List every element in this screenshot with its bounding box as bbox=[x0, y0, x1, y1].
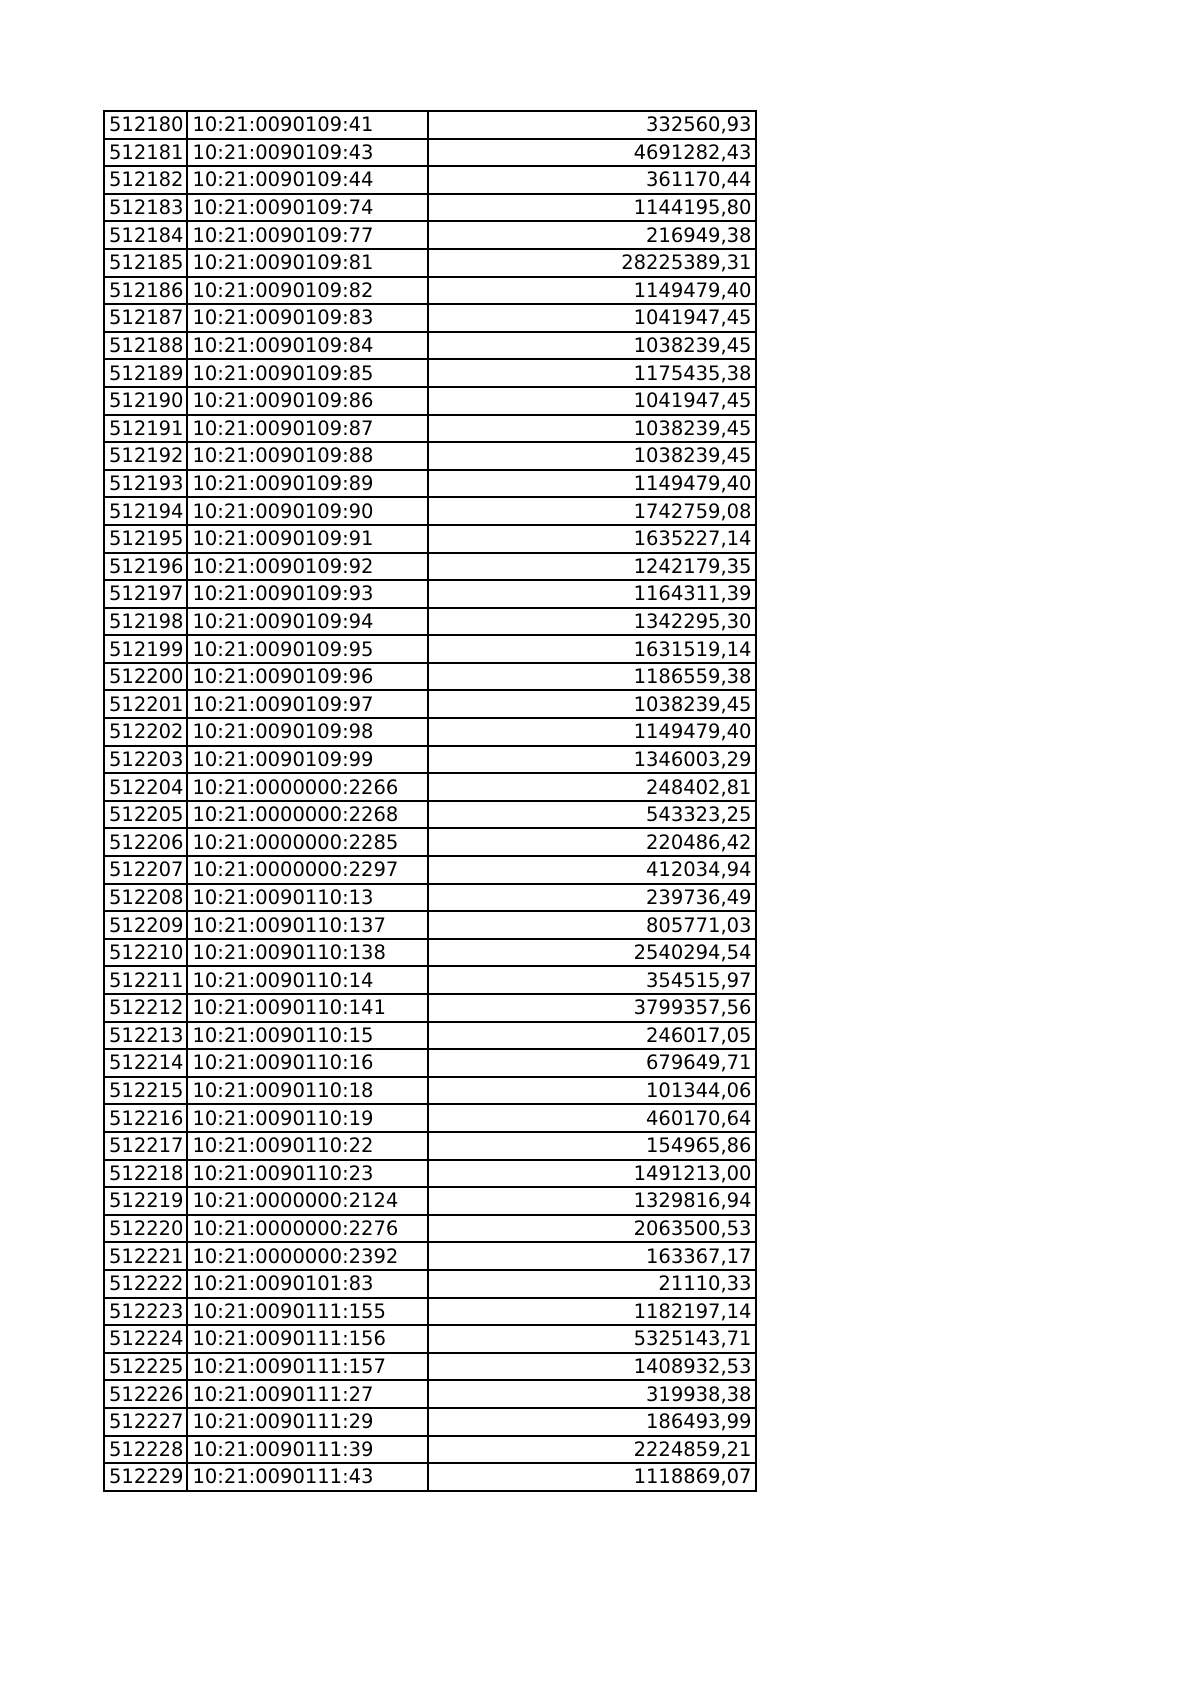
amount-cell: 1038239,45 bbox=[428, 415, 756, 443]
amount-cell: 101344,06 bbox=[428, 1077, 756, 1105]
amount-cell: 2224859,21 bbox=[428, 1436, 756, 1464]
row-id-cell: 512203 bbox=[104, 746, 187, 774]
row-id-cell: 512195 bbox=[104, 525, 187, 553]
table-row bbox=[104, 470, 756, 498]
row-id-cell: 512180 bbox=[104, 111, 187, 139]
cadastral-number-cell: 10:21:0090110:16 bbox=[187, 1049, 428, 1077]
row-id-cell: 512196 bbox=[104, 553, 187, 581]
cadastral-number-cell: 10:21:0090110:18 bbox=[187, 1077, 428, 1105]
amount-cell: 543323,25 bbox=[428, 801, 756, 829]
row-id-cell: 512220 bbox=[104, 1215, 187, 1243]
row-id-cell: 512218 bbox=[104, 1160, 187, 1188]
table-row bbox=[104, 580, 756, 608]
amount-cell: 1038239,45 bbox=[428, 690, 756, 718]
cadastral-number-cell: 10:21:0090109:82 bbox=[187, 277, 428, 305]
row-id-cell: 512212 bbox=[104, 994, 187, 1022]
row-id-cell: 512202 bbox=[104, 718, 187, 746]
table-row bbox=[104, 1215, 756, 1243]
table-row bbox=[104, 911, 756, 939]
row-id-cell: 512213 bbox=[104, 1022, 187, 1050]
table-row bbox=[104, 608, 756, 636]
amount-cell: 21110,33 bbox=[428, 1270, 756, 1298]
table-row bbox=[104, 249, 756, 277]
cadastral-number-cell: 10:21:0090109:74 bbox=[187, 194, 428, 222]
table-row bbox=[104, 1298, 756, 1326]
amount-cell: 1164311,39 bbox=[428, 580, 756, 608]
amount-cell: 163367,17 bbox=[428, 1242, 756, 1270]
table-row bbox=[104, 332, 756, 360]
amount-cell: 154965,86 bbox=[428, 1132, 756, 1160]
table-row bbox=[104, 1049, 756, 1077]
row-id-cell: 512200 bbox=[104, 663, 187, 691]
table-row bbox=[104, 277, 756, 305]
table-row bbox=[104, 635, 756, 663]
cadastral-number-cell: 10:21:0090109:93 bbox=[187, 580, 428, 608]
table-row bbox=[104, 1325, 756, 1353]
amount-cell: 1144195,80 bbox=[428, 194, 756, 222]
row-id-cell: 512222 bbox=[104, 1270, 187, 1298]
amount-cell: 460170,64 bbox=[428, 1104, 756, 1132]
table-row bbox=[104, 746, 756, 774]
cadastral-number-cell: 10:21:0090111:156 bbox=[187, 1325, 428, 1353]
cadastral-number-cell: 10:21:0090109:88 bbox=[187, 442, 428, 470]
table-row bbox=[104, 221, 756, 249]
amount-cell: 1149479,40 bbox=[428, 277, 756, 305]
row-id-cell: 512216 bbox=[104, 1104, 187, 1132]
table-row bbox=[104, 1077, 756, 1105]
table-row bbox=[104, 773, 756, 801]
row-id-cell: 512224 bbox=[104, 1325, 187, 1353]
table-row bbox=[104, 525, 756, 553]
cadastral-number-cell: 10:21:0090109:81 bbox=[187, 249, 428, 277]
cadastral-number-cell: 10:21:0090111:155 bbox=[187, 1298, 428, 1326]
amount-cell: 1242179,35 bbox=[428, 553, 756, 581]
amount-cell: 28225389,31 bbox=[428, 249, 756, 277]
amount-cell: 361170,44 bbox=[428, 166, 756, 194]
amount-cell: 1491213,00 bbox=[428, 1160, 756, 1188]
amount-cell: 319938,38 bbox=[428, 1380, 756, 1408]
row-id-cell: 512226 bbox=[104, 1380, 187, 1408]
table-row bbox=[104, 856, 756, 884]
table-row bbox=[104, 359, 756, 387]
table-row bbox=[104, 1353, 756, 1381]
table-row bbox=[104, 111, 756, 139]
cadastral-number-cell: 10:21:0090111:157 bbox=[187, 1353, 428, 1381]
cadastral-number-cell: 10:21:0000000:2285 bbox=[187, 828, 428, 856]
row-id-cell: 512191 bbox=[104, 415, 187, 443]
amount-cell: 1182197,14 bbox=[428, 1298, 756, 1326]
row-id-cell: 512205 bbox=[104, 801, 187, 829]
cadastral-number-cell: 10:21:0090111:29 bbox=[187, 1408, 428, 1436]
table-row bbox=[104, 1408, 756, 1436]
amount-cell: 1631519,14 bbox=[428, 635, 756, 663]
cadastral-number-cell: 10:21:0090110:141 bbox=[187, 994, 428, 1022]
cadastral-number-cell: 10:21:0090110:15 bbox=[187, 1022, 428, 1050]
cadastral-number-cell: 10:21:0090111:39 bbox=[187, 1436, 428, 1464]
cadastral-number-cell: 10:21:0090110:23 bbox=[187, 1160, 428, 1188]
amount-cell: 3799357,56 bbox=[428, 994, 756, 1022]
table-body bbox=[104, 111, 756, 1491]
row-id-cell: 512187 bbox=[104, 304, 187, 332]
table-row bbox=[104, 1104, 756, 1132]
cadastral-number-cell: 10:21:0000000:2266 bbox=[187, 773, 428, 801]
amount-cell: 1742759,08 bbox=[428, 497, 756, 525]
row-id-cell: 512210 bbox=[104, 939, 187, 967]
amount-cell: 332560,93 bbox=[428, 111, 756, 139]
cadastral-number-cell: 10:21:0090110:138 bbox=[187, 939, 428, 967]
row-id-cell: 512194 bbox=[104, 497, 187, 525]
row-id-cell: 512229 bbox=[104, 1463, 187, 1491]
row-id-cell: 512207 bbox=[104, 856, 187, 884]
row-id-cell: 512201 bbox=[104, 690, 187, 718]
table-row bbox=[104, 1187, 756, 1215]
row-id-cell: 512225 bbox=[104, 1353, 187, 1381]
cadastral-number-cell: 10:21:0090109:43 bbox=[187, 139, 428, 167]
amount-cell: 354515,97 bbox=[428, 966, 756, 994]
table-row bbox=[104, 1463, 756, 1491]
amount-cell: 1041947,45 bbox=[428, 387, 756, 415]
amount-cell: 1041947,45 bbox=[428, 304, 756, 332]
amount-cell: 1408932,53 bbox=[428, 1353, 756, 1381]
table-row bbox=[104, 1380, 756, 1408]
row-id-cell: 512221 bbox=[104, 1242, 187, 1270]
row-id-cell: 512182 bbox=[104, 166, 187, 194]
table-row bbox=[104, 1160, 756, 1188]
amount-cell: 679649,71 bbox=[428, 1049, 756, 1077]
amount-cell: 1342295,30 bbox=[428, 608, 756, 636]
row-id-cell: 512190 bbox=[104, 387, 187, 415]
amount-cell: 1149479,40 bbox=[428, 718, 756, 746]
table-row bbox=[104, 553, 756, 581]
cadastral-number-cell: 10:21:0090110:19 bbox=[187, 1104, 428, 1132]
table-row bbox=[104, 497, 756, 525]
table-row bbox=[104, 1242, 756, 1270]
cadastral-number-cell: 10:21:0090109:85 bbox=[187, 359, 428, 387]
cadastral-number-cell: 10:21:0090110:14 bbox=[187, 966, 428, 994]
row-id-cell: 512228 bbox=[104, 1436, 187, 1464]
cadastral-number-cell: 10:21:0090109:98 bbox=[187, 718, 428, 746]
row-id-cell: 512217 bbox=[104, 1132, 187, 1160]
cadastral-number-cell: 10:21:0090109:97 bbox=[187, 690, 428, 718]
amount-cell: 2540294,54 bbox=[428, 939, 756, 967]
cadastral-number-cell: 10:21:0090109:90 bbox=[187, 497, 428, 525]
cadastral-number-cell: 10:21:0090110:22 bbox=[187, 1132, 428, 1160]
cadastral-number-cell: 10:21:0090110:13 bbox=[187, 884, 428, 912]
table-row bbox=[104, 1132, 756, 1160]
amount-cell: 1186559,38 bbox=[428, 663, 756, 691]
cadastral-number-cell: 10:21:0090109:92 bbox=[187, 553, 428, 581]
cadastral-number-cell: 10:21:0090109:94 bbox=[187, 608, 428, 636]
amount-cell: 216949,38 bbox=[428, 221, 756, 249]
amount-cell: 805771,03 bbox=[428, 911, 756, 939]
amount-cell: 239736,49 bbox=[428, 884, 756, 912]
cadastral-number-cell: 10:21:0090109:86 bbox=[187, 387, 428, 415]
cadastral-number-cell: 10:21:0090109:91 bbox=[187, 525, 428, 553]
cadastral-number-cell: 10:21:0000000:2276 bbox=[187, 1215, 428, 1243]
amount-cell: 1635227,14 bbox=[428, 525, 756, 553]
amount-cell: 2063500,53 bbox=[428, 1215, 756, 1243]
table-row bbox=[104, 1022, 756, 1050]
table-row bbox=[104, 690, 756, 718]
table-row bbox=[104, 1270, 756, 1298]
data-table bbox=[103, 110, 757, 1492]
cadastral-number-cell: 10:21:0090109:44 bbox=[187, 166, 428, 194]
table-row bbox=[104, 194, 756, 222]
cadastral-number-cell: 10:21:0090109:96 bbox=[187, 663, 428, 691]
table-row bbox=[104, 139, 756, 167]
row-id-cell: 512189 bbox=[104, 359, 187, 387]
row-id-cell: 512227 bbox=[104, 1408, 187, 1436]
amount-cell: 1329816,94 bbox=[428, 1187, 756, 1215]
table-row bbox=[104, 663, 756, 691]
row-id-cell: 512198 bbox=[104, 608, 187, 636]
amount-cell: 412034,94 bbox=[428, 856, 756, 884]
amount-cell: 4691282,43 bbox=[428, 139, 756, 167]
table-row bbox=[104, 966, 756, 994]
row-id-cell: 512192 bbox=[104, 442, 187, 470]
amount-cell: 186493,99 bbox=[428, 1408, 756, 1436]
row-id-cell: 512208 bbox=[104, 884, 187, 912]
table-row bbox=[104, 304, 756, 332]
row-id-cell: 512181 bbox=[104, 139, 187, 167]
row-id-cell: 512186 bbox=[104, 277, 187, 305]
row-id-cell: 512184 bbox=[104, 221, 187, 249]
cadastral-number-cell: 10:21:0090109:89 bbox=[187, 470, 428, 498]
table-row bbox=[104, 801, 756, 829]
row-id-cell: 512215 bbox=[104, 1077, 187, 1105]
amount-cell: 1118869,07 bbox=[428, 1463, 756, 1491]
cadastral-number-cell: 10:21:0000000:2297 bbox=[187, 856, 428, 884]
amount-cell: 1038239,45 bbox=[428, 332, 756, 360]
row-id-cell: 512188 bbox=[104, 332, 187, 360]
row-id-cell: 512199 bbox=[104, 635, 187, 663]
row-id-cell: 512214 bbox=[104, 1049, 187, 1077]
amount-cell: 1149479,40 bbox=[428, 470, 756, 498]
amount-cell: 220486,42 bbox=[428, 828, 756, 856]
table-row bbox=[104, 166, 756, 194]
cadastral-number-cell: 10:21:0090111:43 bbox=[187, 1463, 428, 1491]
row-id-cell: 512197 bbox=[104, 580, 187, 608]
cadastral-number-cell: 10:21:0090109:84 bbox=[187, 332, 428, 360]
amount-cell: 246017,05 bbox=[428, 1022, 756, 1050]
table-row bbox=[104, 1436, 756, 1464]
table-row bbox=[104, 828, 756, 856]
row-id-cell: 512193 bbox=[104, 470, 187, 498]
amount-cell: 5325143,71 bbox=[428, 1325, 756, 1353]
row-id-cell: 512211 bbox=[104, 966, 187, 994]
row-id-cell: 512204 bbox=[104, 773, 187, 801]
table-row bbox=[104, 387, 756, 415]
row-id-cell: 512206 bbox=[104, 828, 187, 856]
amount-cell: 248402,81 bbox=[428, 773, 756, 801]
table-row bbox=[104, 884, 756, 912]
row-id-cell: 512209 bbox=[104, 911, 187, 939]
cadastral-number-cell: 10:21:0090111:27 bbox=[187, 1380, 428, 1408]
amount-cell: 1175435,38 bbox=[428, 359, 756, 387]
cadastral-number-cell: 10:21:0090110:137 bbox=[187, 911, 428, 939]
cadastral-number-cell: 10:21:0090109:95 bbox=[187, 635, 428, 663]
row-id-cell: 512183 bbox=[104, 194, 187, 222]
cadastral-number-cell: 10:21:0090109:83 bbox=[187, 304, 428, 332]
cadastral-number-cell: 10:21:0000000:2124 bbox=[187, 1187, 428, 1215]
table-row bbox=[104, 718, 756, 746]
cadastral-number-cell: 10:21:0090109:41 bbox=[187, 111, 428, 139]
row-id-cell: 512219 bbox=[104, 1187, 187, 1215]
amount-cell: 1346003,29 bbox=[428, 746, 756, 774]
table-row bbox=[104, 939, 756, 967]
row-id-cell: 512185 bbox=[104, 249, 187, 277]
cadastral-number-cell: 10:21:0000000:2392 bbox=[187, 1242, 428, 1270]
cadastral-number-cell: 10:21:0000000:2268 bbox=[187, 801, 428, 829]
cadastral-number-cell: 10:21:0090109:87 bbox=[187, 415, 428, 443]
row-id-cell: 512223 bbox=[104, 1298, 187, 1326]
table-row bbox=[104, 442, 756, 470]
cadastral-number-cell: 10:21:0090109:99 bbox=[187, 746, 428, 774]
amount-cell: 1038239,45 bbox=[428, 442, 756, 470]
cadastral-number-cell: 10:21:0090101:83 bbox=[187, 1270, 428, 1298]
cadastral-number-cell: 10:21:0090109:77 bbox=[187, 221, 428, 249]
table-row bbox=[104, 415, 756, 443]
table-row bbox=[104, 994, 756, 1022]
